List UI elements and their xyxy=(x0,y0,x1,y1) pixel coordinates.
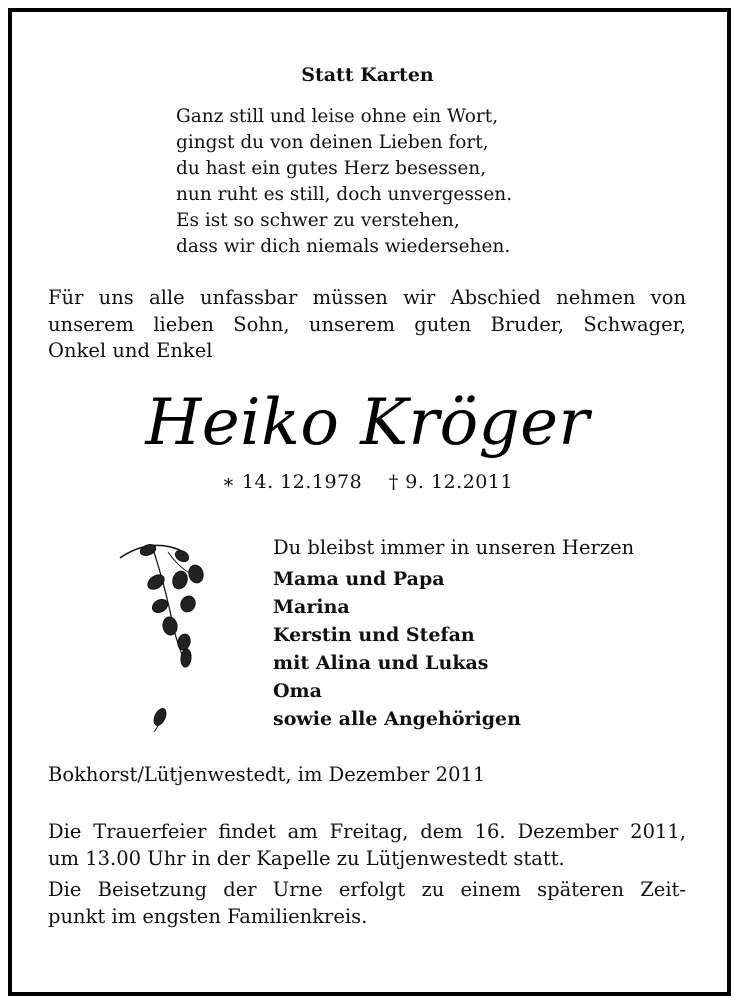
poem-line: Es ist so schwer zu verstehen, xyxy=(176,210,460,231)
burial-notice xyxy=(48,877,686,930)
family-motto: Du bleibst immer in unseren Herzen xyxy=(273,536,635,559)
family-member: sowie alle Angehörigen xyxy=(273,708,521,730)
death-date: † 9. 12.2011 xyxy=(388,471,514,493)
burial-notice-line: punkt im engsten Familienkreis. xyxy=(48,904,368,928)
burial-notice-line: Die Beisetzung der Urne erfolgt zu einem späteren Zeit- xyxy=(48,878,686,901)
family-member: Mama und Papa xyxy=(273,568,445,590)
header-statt-karten: Statt Karten xyxy=(301,64,434,86)
family-signatures xyxy=(273,534,634,733)
poem xyxy=(176,104,512,260)
funeral-notice-line: Die Trauerfeier findet am Freitag, dem 16. Dezember 2011, xyxy=(48,820,686,843)
deceased-name: Heiko Kröger xyxy=(145,386,590,460)
family-member: mit Alina und Lukas xyxy=(273,652,489,674)
poem-line: dass wir dich niemals wiedersehen. xyxy=(176,236,511,257)
poem-line: du hast ein gutes Herz besessen, xyxy=(176,158,487,179)
birth-date: ∗ 14. 12.1978 xyxy=(221,471,363,493)
intro-line: Für uns alle unfassbar müssen wir Abschied nehmen von xyxy=(48,286,686,309)
poem-line: nun ruht es still, doch unvergessen. xyxy=(176,184,513,205)
poem-line: Ganz still und leise ohne ein Wort, xyxy=(176,106,499,127)
funeral-notice xyxy=(48,819,686,872)
birch-branch-illustration xyxy=(110,530,220,740)
place-and-date: Bokhorst/Lütjenwestedt, im Dezember 2011 xyxy=(48,763,486,786)
funeral-notice-line: um 13.00 Uhr in der Kapelle zu Lütjenwestedt statt. xyxy=(48,846,565,870)
family-member: Kerstin und Stefan xyxy=(273,624,475,646)
intro-text xyxy=(48,285,686,365)
poem-line: gingst du von deinen Lieben fort, xyxy=(176,132,489,153)
intro-line: unserem lieben Sohn, unserem guten Bruder, Schwager, xyxy=(48,312,686,336)
intro-line: Onkel und Enkel xyxy=(48,339,213,362)
family-member: Oma xyxy=(273,680,322,702)
life-dates xyxy=(0,471,735,493)
family-member: Marina xyxy=(273,596,350,618)
